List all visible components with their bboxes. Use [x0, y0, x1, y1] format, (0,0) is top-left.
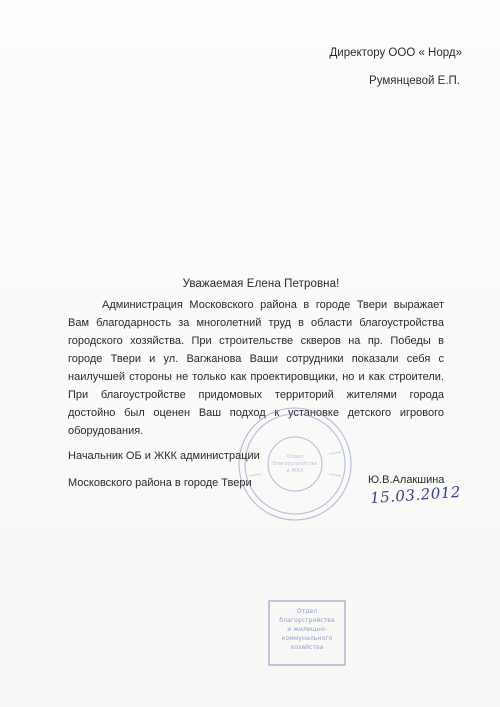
signatory-title-line2: Московского района в городе Твери — [68, 477, 252, 489]
svg-text:и жилищно-: и жилищно- — [287, 626, 327, 633]
greeting: Уважаемая Елена Петровна! — [182, 278, 340, 290]
letter-body: Администрация Московского района в городе Твери выражает Вам благодарность за многолетний труд в области благоустройства городского хозяйства. При строительстве скверов на пр. Победы в городе Твери и ул. Вагжанова Ваши сотрудники показали себя с наилучшей стороны не только как проектировщики, но и как строители. При благоустройстве придомовых территорий жителями города достойно был оценен Ваш подход к установке детского игрового оборудования. — [68, 299, 444, 437]
signatory-name: Ю.В.Алакшина — [368, 474, 445, 486]
signatory-title — [68, 447, 260, 492]
svg-text:благоустройства: благоустройства — [272, 461, 318, 467]
department-stamp — [266, 598, 348, 668]
svg-text:Отдел: Отдел — [286, 454, 304, 460]
handwritten-date: 15.03.2012 — [369, 482, 462, 508]
signatory-title-line1: Начальник ОБ и ЖКК администрации — [68, 450, 260, 462]
svg-text:и ЖКХ: и ЖКХ — [286, 468, 304, 474]
svg-text:хозяйства: хозяйства — [290, 644, 324, 651]
addressee-block — [330, 46, 462, 89]
addressee-name: Румянцевой Е.П. — [369, 75, 460, 87]
svg-text:благоустройства: благоустройства — [279, 617, 335, 624]
svg-text:коммунального: коммунального — [281, 635, 333, 642]
svg-text:Отдел: Отдел — [296, 608, 318, 615]
addressee-position: Директору ООО « Норд» — [329, 47, 462, 59]
